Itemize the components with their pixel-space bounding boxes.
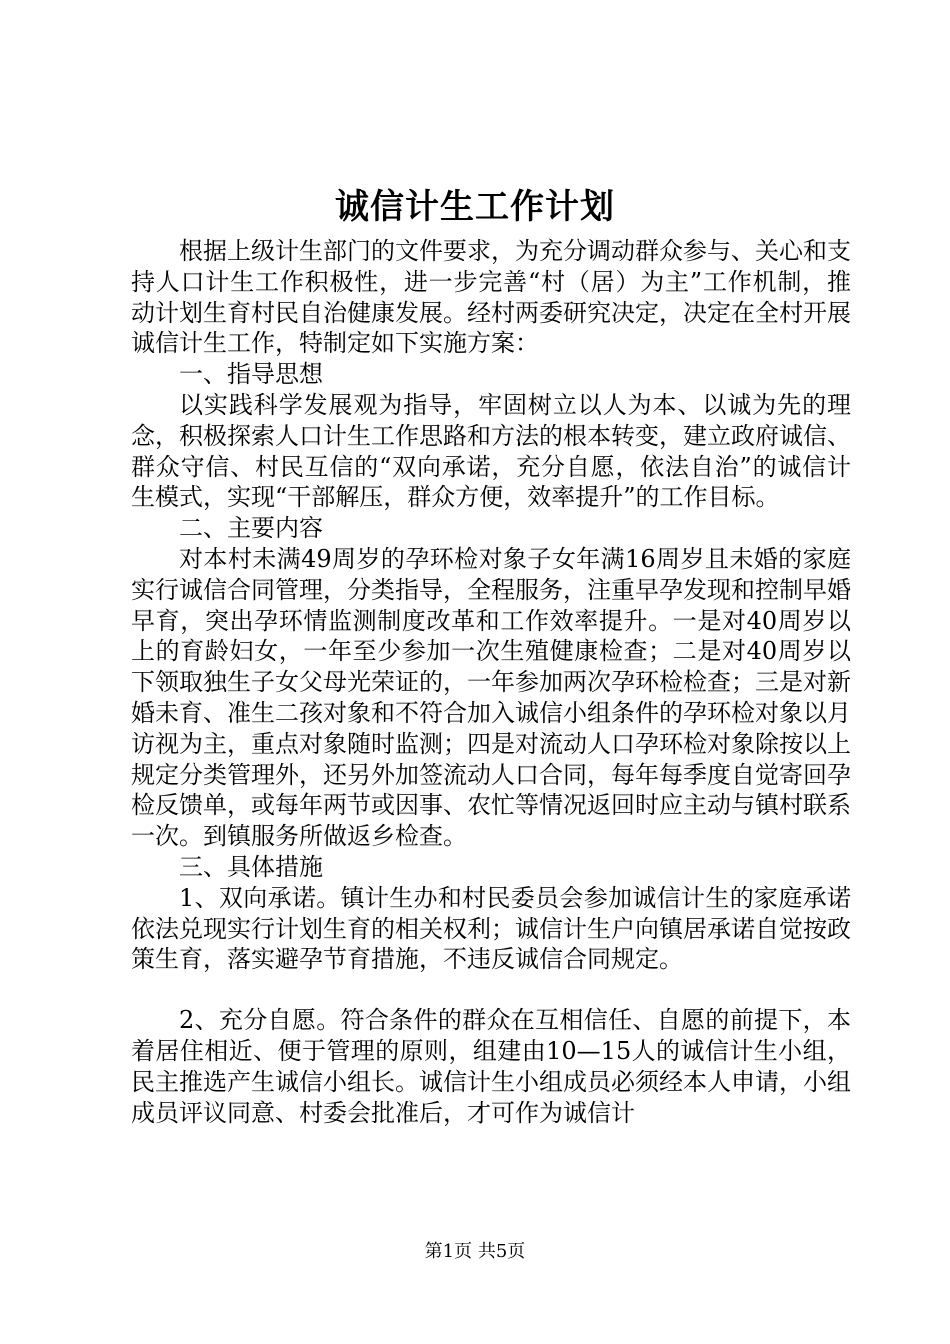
page-footer: 第1页 共5页	[424, 1241, 526, 1262]
main-content-paragraph: 对本村未满49周岁的孕环检对象子女年满16周岁且未婚的家庭实行诚信合同管理，分类指导，全程服务，注重早孕发现和控制早婚早育，突出孕环情监测制度改革和工作效率提升。一是对40周岁以上的育龄妇女，一年至少参加一次生殖健康检查；二是对40周岁以下领取独生子女父母光荣证的，一年参加两次孕环检检查；三是对新婚未育、准生二孩对象和不符合加入诚信小组条件的孕环检对象以月访视为主，重点对象随时监测；四是对流动人口孕环检对象除按以上规定分类管理外，还另外加签流动人口合同，每年每季度自觉寄回孕检反馈单，或每年两节或因事、农忙等情况返回时应主动与镇村联系一次。到镇服务所做返乡检查。	[131, 544, 851, 851]
guiding-thought-paragraph: 以实践科学发展观为指导，牢固树立以人为本、以诚为先的理念，积极探索人口计生工作思路和方法的根本转变，建立政府诚信、群众守信、村民互信的“双向承诺，充分自愿，依法自治”的诚信计生模式，实现“干部解压，群众方便，效率提升”的工作目标。	[131, 390, 851, 512]
paragraph-spacer	[131, 975, 851, 1005]
section-heading-measures: 三、具体措施	[179, 852, 323, 881]
measure-item-2: 2、充分自愿。符合条件的群众在互相信任、自愿的前提下，本着居住相近、便于管理的原则，组建由10—15人的诚信计生小组，民主推选产生诚信小组长。诚信计生小组成员必须经本人申请，小组成员评议同意、村委会批准后，才可作为诚信计	[131, 1006, 851, 1127]
section-heading-main-content: 二、主要内容	[179, 514, 323, 543]
page-title: 诚信计生工作计划	[335, 187, 615, 227]
document-body	[131, 236, 851, 1128]
intro-paragraph: 根据上级计生部门的文件要求，为充分调动群众参与、关心和支持人口计生工作积极性，进一步完善“村（居）为主”工作机制，推动计划生育村民自治健康发展。经村两委研究决定，决定在全村开展诚信计生工作，特制定如下实施方案：	[131, 237, 851, 358]
measure-item-1: 1、双向承诺。镇计生办和村民委员会参加诚信计生的家庭承诺依法兑现实行计划生育的相关权利；诚信计生户向镇居承诺自觉按政策生育，落实避孕节育措施，不违反诚信合同规定。	[131, 883, 851, 974]
section-heading-guiding-thought: 一、指导思想	[179, 360, 323, 389]
